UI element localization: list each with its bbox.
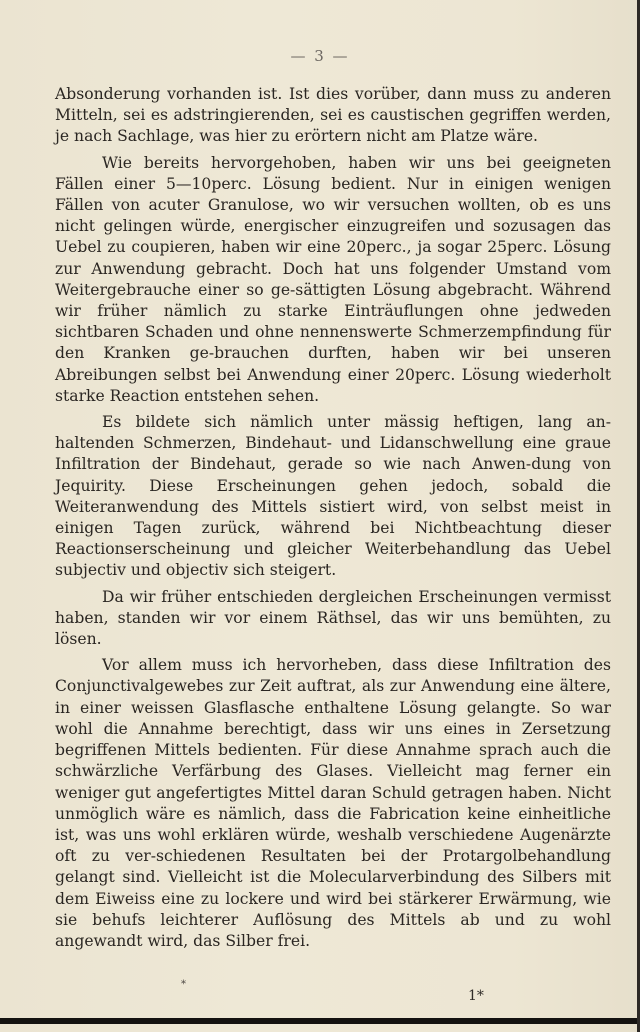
paragraph: Vor allem muss ich hervorheben, dass diese Infiltration des Conjunctivalgewebes zur Zeit auftrat, als zur Anwendung eine ältere, in einer weissen Glasflasche enthaltene Lösung gelangte. So war wohl die Annahme berechtigt, dass wir uns eines in Zersetzung begriffenen Mittels bedienten. Für diese Annahme sprach auch die schwärzliche Verfärbung des Glases. Vielleicht mag ferner ein weniger gut angefertigtes Mittel daran Schuld getragen haben. Nicht unmöglich wäre es nämlich, dass die Fabrication keine einheitliche ist, was uns wohl erklären würde, weshalb verschiedene Augenärzte oft zu ver-schiedenen Resultaten bei der Protargolbehandlung gelangt sind. Vielleicht ist die Molecularverbindung des Silbers mit dem Eiweiss eine zu lockere und wird bei stärkerer Erwärmung, wie sie behufs leichterer Auflösung des Mittels ab und zu wohl angewandt wird, das Silber frei. bbox=[55, 656, 611, 950]
paragraph: Da wir früher entschieden dergleichen Erscheinungen vermisst haben, standen wir vor einem Räthsel, das wir uns bemühten, zu lösen. bbox=[55, 587, 611, 649]
printer-mark: * bbox=[181, 979, 186, 990]
paragraph: Es bildete sich nämlich unter mässig heftigen, lang an-haltenden Schmerzen, Bindehaut- und Lidanschwellung eine graue Infiltration der Bindehaut, gerade so wie nach Anwen-dung von Jequirity. Diese Erscheinungen gehen jedoch, sobald die Weiteranwendung des Mittels sistiert wird, von selbst meist in einigen Tagen zurück, während bei Nichtbeachtung dieser Reactionserscheinung und gleicher Weiterbehandlung das Uebel subjectiv und objectiv sich steigert. bbox=[55, 413, 611, 580]
page-number: — 3 — bbox=[290, 47, 350, 65]
sheet-signature: 1* bbox=[468, 988, 484, 1004]
scan-edge-bottom bbox=[0, 1018, 640, 1024]
body-text bbox=[55, 84, 611, 952]
paragraph: Wie bereits hervorgehoben, haben wir uns bei geeigneten Fällen einer 5—10perc. Lösung bedient. Nur in einigen wenigen Fällen von acuter Granulose, wo wir versuchen wollten, ob es uns nicht gelingen würde, energischer einzugreifen und sozusagen das Uebel zu coupieren, haben wir eine 20perc., ja sogar 25perc. Lösung zur Anwendung gebracht. Doch hat uns folgender Umstand vom Weitergebrauche einer so ge-sättigten Lösung abgebracht. Während wir früher nämlich zu starke Einträuflungen ohne jedweden sichtbaren Schaden und ohne nennenswerte Schmerzempfindung für den Kranken ge-brauchen durften, haben wir bei unseren Abreibungen selbst bei Anwendung einer 20perc. Lösung wiederholt starke Reaction entstehen sehen. bbox=[55, 153, 611, 405]
paragraph: Absonderung vorhanden ist. Ist dies vorüber, dann muss zu anderen Mitteln, sei es adstringierenden, sei es caustischen gegriffen werden, je nach Sachlage, was hier zu erörtern nicht am Platze wäre. bbox=[55, 85, 611, 146]
